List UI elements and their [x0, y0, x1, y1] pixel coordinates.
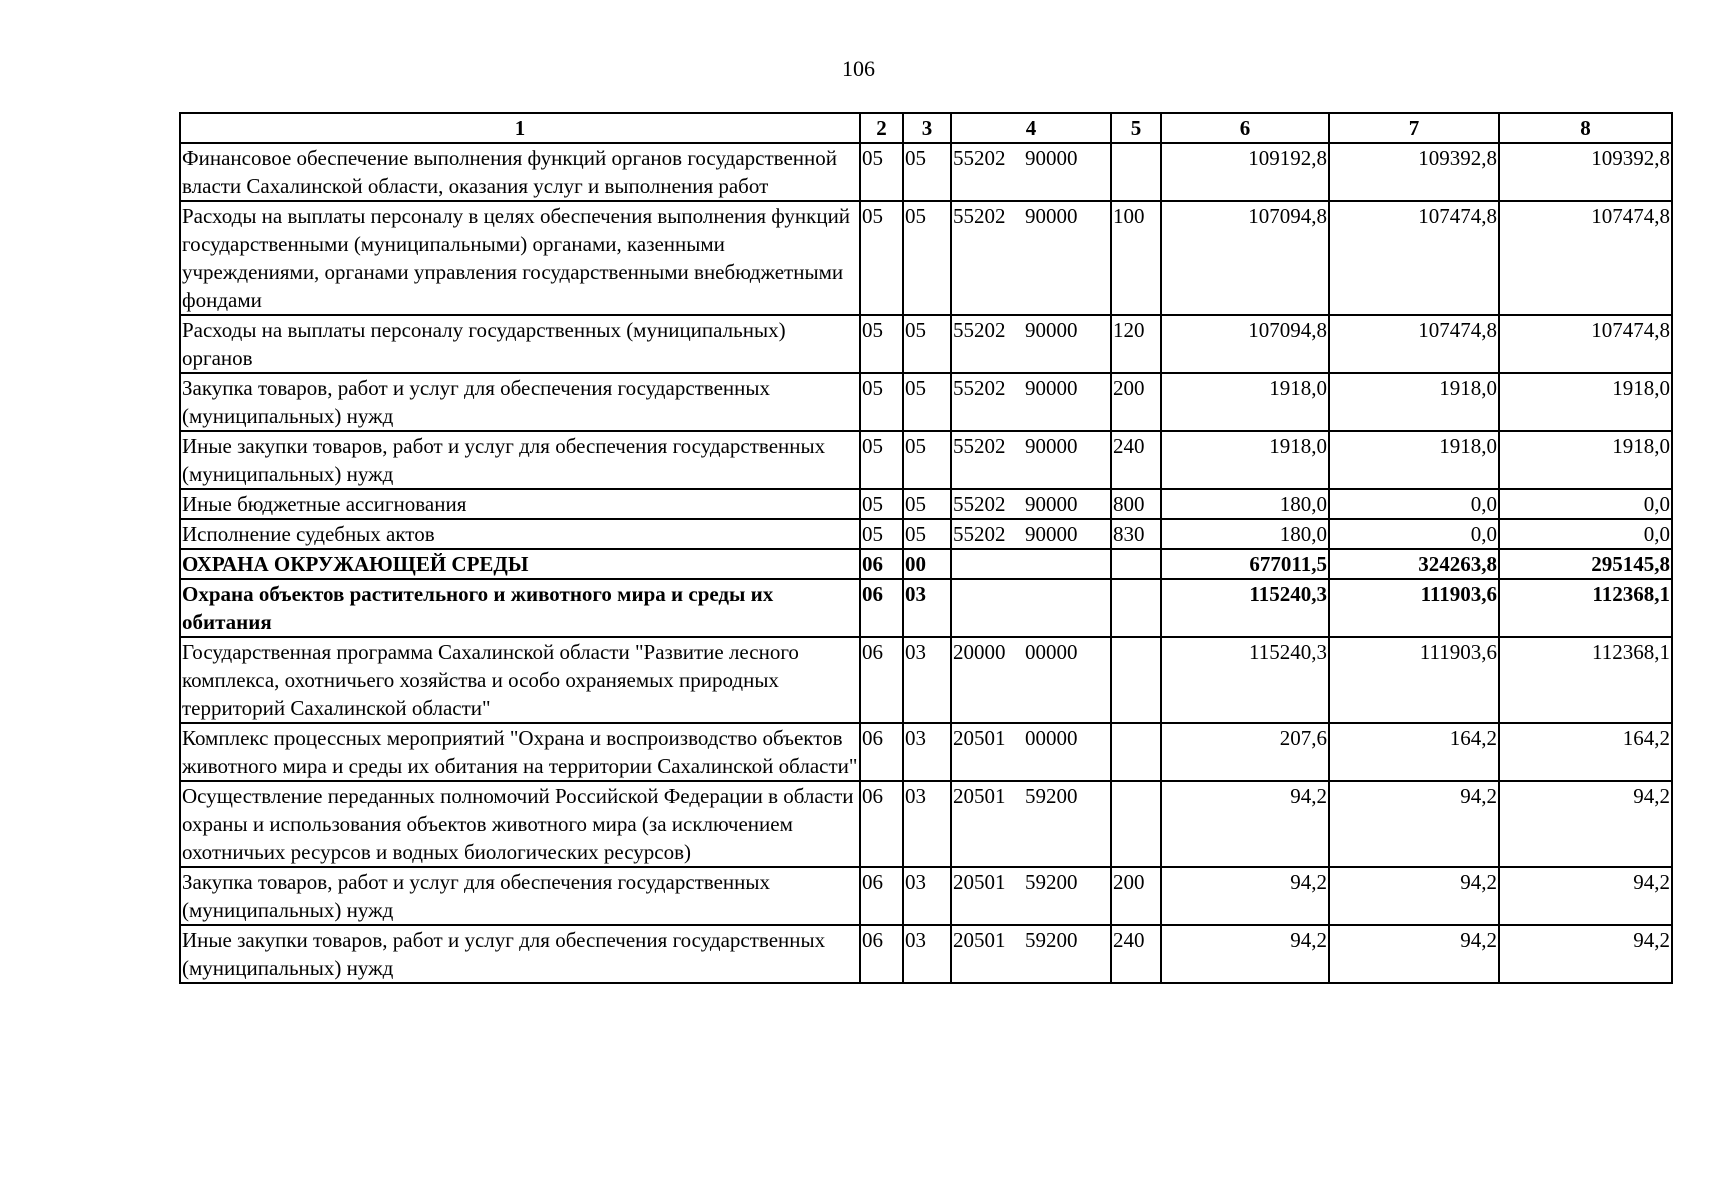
table-row — [180, 637, 1672, 723]
row-amount-col6: 1918,0 — [1161, 431, 1329, 489]
row-target-article-suffix: 90000 — [1025, 434, 1078, 458]
row-target-article-suffix: 90000 — [1025, 146, 1078, 170]
row-subsection-code: 05 — [903, 431, 951, 489]
row-amount-col6: 94,2 — [1161, 925, 1329, 983]
row-target-article-suffix: 59200 — [1025, 784, 1078, 808]
row-expense-type-code — [1111, 143, 1161, 201]
row-amount-col6: 115240,3 — [1161, 637, 1329, 723]
row-target-article-code — [951, 431, 1111, 489]
row-amount-col6: 94,2 — [1161, 781, 1329, 867]
row-subsection-code: 05 — [903, 143, 951, 201]
row-amount-col8: 107474,8 — [1499, 315, 1672, 373]
row-amount-col7: 107474,8 — [1329, 201, 1499, 315]
table-row — [180, 723, 1672, 781]
row-target-article-code — [951, 315, 1111, 373]
row-target-article-suffix: 90000 — [1025, 492, 1078, 516]
row-amount-col8: 109392,8 — [1499, 143, 1672, 201]
table-row — [180, 201, 1672, 315]
header-cell: 3 — [903, 113, 951, 143]
row-target-article-code — [951, 781, 1111, 867]
row-amount-col6: 115240,3 — [1161, 579, 1329, 637]
table-row — [180, 579, 1672, 637]
row-subsection-code: 05 — [903, 519, 951, 549]
row-expense-type-code: 200 — [1111, 867, 1161, 925]
row-expense-type-code: 830 — [1111, 519, 1161, 549]
row-name: Государственная программа Сахалинской области "Развитие лесного комплекса, охотничьего хозяйства и особо охраняемых природных территорий Сахалинской области" — [180, 637, 860, 723]
table-row — [180, 925, 1672, 983]
header-cell: 1 — [180, 113, 860, 143]
row-amount-col6: 1918,0 — [1161, 373, 1329, 431]
row-name: Охрана объектов растительного и животного мира и среды их обитания — [180, 579, 860, 637]
row-target-article-code — [951, 489, 1111, 519]
row-amount-col8: 94,2 — [1499, 925, 1672, 983]
row-amount-col6: 180,0 — [1161, 489, 1329, 519]
row-amount-col7: 111903,6 — [1329, 579, 1499, 637]
table-row — [180, 781, 1672, 867]
row-amount-col7: 94,2 — [1329, 781, 1499, 867]
row-amount-col6: 180,0 — [1161, 519, 1329, 549]
row-subsection-code: 03 — [903, 637, 951, 723]
row-amount-col7: 107474,8 — [1329, 315, 1499, 373]
row-expense-type-code — [1111, 637, 1161, 723]
row-section-code: 05 — [860, 431, 903, 489]
row-target-article-code — [951, 723, 1111, 781]
row-expense-type-code — [1111, 579, 1161, 637]
row-amount-col7: 94,2 — [1329, 925, 1499, 983]
row-target-article-suffix: 00000 — [1025, 640, 1078, 664]
table-row — [180, 519, 1672, 549]
row-section-code: 06 — [860, 549, 903, 579]
row-expense-type-code: 800 — [1111, 489, 1161, 519]
row-amount-col6: 107094,8 — [1161, 315, 1329, 373]
budget-table — [179, 112, 1673, 984]
row-target-article-suffix: 90000 — [1025, 522, 1078, 546]
row-target-article-prefix: 20501 — [953, 784, 1006, 808]
table-row — [180, 373, 1672, 431]
row-amount-col8: 94,2 — [1499, 781, 1672, 867]
row-amount-col7: 1918,0 — [1329, 431, 1499, 489]
row-target-article-prefix: 55202 — [953, 204, 1006, 228]
row-amount-col7: 1918,0 — [1329, 373, 1499, 431]
row-amount-col8: 107474,8 — [1499, 201, 1672, 315]
row-section-code: 06 — [860, 579, 903, 637]
row-name: Закупка товаров, работ и услуг для обеспечения государственных (муниципальных) нужд — [180, 373, 860, 431]
row-subsection-code: 00 — [903, 549, 951, 579]
row-target-article-code — [951, 579, 1111, 637]
header-cell: 6 — [1161, 113, 1329, 143]
row-target-article-prefix: 20501 — [953, 870, 1006, 894]
row-name: Осуществление переданных полномочий Российской Федерации в области охраны и использования объектов животного мира (за исключением охотничьих ресурсов и водных биологических ресурсов) — [180, 781, 860, 867]
row-expense-type-code — [1111, 781, 1161, 867]
row-section-code: 06 — [860, 637, 903, 723]
row-target-article-prefix: 55202 — [953, 492, 1006, 516]
row-amount-col6: 109192,8 — [1161, 143, 1329, 201]
row-expense-type-code: 240 — [1111, 431, 1161, 489]
row-section-code: 06 — [860, 781, 903, 867]
table-row — [180, 143, 1672, 201]
table-body — [180, 143, 1672, 983]
header-cell: 8 — [1499, 113, 1672, 143]
row-target-article-code — [951, 549, 1111, 579]
row-amount-col7: 109392,8 — [1329, 143, 1499, 201]
row-target-article-suffix: 90000 — [1025, 318, 1078, 342]
row-section-code: 06 — [860, 723, 903, 781]
row-expense-type-code: 240 — [1111, 925, 1161, 983]
row-subsection-code: 05 — [903, 373, 951, 431]
row-name: Исполнение судебных актов — [180, 519, 860, 549]
row-expense-type-code: 200 — [1111, 373, 1161, 431]
row-subsection-code: 03 — [903, 781, 951, 867]
row-target-article-suffix: 59200 — [1025, 870, 1078, 894]
row-subsection-code: 05 — [903, 489, 951, 519]
row-amount-col7: 111903,6 — [1329, 637, 1499, 723]
row-section-code: 05 — [860, 315, 903, 373]
row-name: Финансовое обеспечение выполнения функций органов государственной власти Сахалинской области, оказания услуг и выполнения работ — [180, 143, 860, 201]
row-amount-col6: 207,6 — [1161, 723, 1329, 781]
table-row — [180, 431, 1672, 489]
row-expense-type-code: 120 — [1111, 315, 1161, 373]
row-name: Иные бюджетные ассигнования — [180, 489, 860, 519]
header-cell: 5 — [1111, 113, 1161, 143]
row-subsection-code: 03 — [903, 867, 951, 925]
row-target-article-prefix: 55202 — [953, 146, 1006, 170]
row-target-article-prefix: 20501 — [953, 726, 1006, 750]
row-amount-col6: 94,2 — [1161, 867, 1329, 925]
row-amount-col8: 1918,0 — [1499, 373, 1672, 431]
row-target-article-suffix: 90000 — [1025, 204, 1078, 228]
row-amount-col8: 112368,1 — [1499, 579, 1672, 637]
table-row — [180, 867, 1672, 925]
row-target-article-suffix: 59200 — [1025, 928, 1078, 952]
row-amount-col7: 94,2 — [1329, 867, 1499, 925]
row-section-code: 06 — [860, 925, 903, 983]
row-target-article-prefix: 55202 — [953, 434, 1006, 458]
row-name: Закупка товаров, работ и услуг для обеспечения государственных (муниципальных) нужд — [180, 867, 860, 925]
row-expense-type-code — [1111, 723, 1161, 781]
row-amount-col6: 677011,5 — [1161, 549, 1329, 579]
row-subsection-code: 05 — [903, 315, 951, 373]
page-number: 106 — [842, 56, 875, 81]
row-name: Иные закупки товаров, работ и услуг для обеспечения государственных (муниципальных) нужд — [180, 431, 860, 489]
row-target-article-code — [951, 373, 1111, 431]
row-amount-col8: 0,0 — [1499, 489, 1672, 519]
table-row — [180, 549, 1672, 579]
row-name: Расходы на выплаты персоналу государственных (муниципальных) органов — [180, 315, 860, 373]
row-subsection-code: 05 — [903, 201, 951, 315]
row-amount-col8: 1918,0 — [1499, 431, 1672, 489]
row-section-code: 06 — [860, 867, 903, 925]
row-subsection-code: 03 — [903, 723, 951, 781]
row-target-article-prefix: 20501 — [953, 928, 1006, 952]
header-cell: 4 — [951, 113, 1111, 143]
table-row — [180, 315, 1672, 373]
row-expense-type-code: 100 — [1111, 201, 1161, 315]
row-target-article-suffix: 90000 — [1025, 376, 1078, 400]
row-target-article-code — [951, 867, 1111, 925]
row-amount-col6: 107094,8 — [1161, 201, 1329, 315]
row-section-code: 05 — [860, 489, 903, 519]
row-name: Расходы на выплаты персоналу в целях обеспечения выполнения функций государственными (муниципальными) органами, казенными учреждениями, органами управления государственными внебюджетными фондами — [180, 201, 860, 315]
row-expense-type-code — [1111, 549, 1161, 579]
row-target-article-prefix: 55202 — [953, 522, 1006, 546]
row-section-code: 05 — [860, 373, 903, 431]
row-subsection-code: 03 — [903, 925, 951, 983]
row-amount-col8: 94,2 — [1499, 867, 1672, 925]
row-target-article-prefix: 55202 — [953, 376, 1006, 400]
row-amount-col7: 0,0 — [1329, 519, 1499, 549]
row-target-article-code — [951, 201, 1111, 315]
row-target-article-prefix: 20000 — [953, 640, 1006, 664]
row-target-article-code — [951, 637, 1111, 723]
row-amount-col7: 324263,8 — [1329, 549, 1499, 579]
row-amount-col7: 0,0 — [1329, 489, 1499, 519]
header-cell: 2 — [860, 113, 903, 143]
table-header-row — [180, 113, 1672, 143]
row-amount-col8: 112368,1 — [1499, 637, 1672, 723]
row-subsection-code: 03 — [903, 579, 951, 637]
row-amount-col7: 164,2 — [1329, 723, 1499, 781]
row-name: ОХРАНА ОКРУЖАЮЩЕЙ СРЕДЫ — [180, 549, 860, 579]
row-name: Комплекс процессных мероприятий "Охрана и воспроизводство объектов животного мира и среды их обитания на территории Сахалинской области" — [180, 723, 860, 781]
row-target-article-suffix: 00000 — [1025, 726, 1078, 750]
row-section-code: 05 — [860, 143, 903, 201]
row-target-article-code — [951, 143, 1111, 201]
row-section-code: 05 — [860, 519, 903, 549]
row-amount-col8: 164,2 — [1499, 723, 1672, 781]
header-cell: 7 — [1329, 113, 1499, 143]
row-section-code: 05 — [860, 201, 903, 315]
row-target-article-prefix: 55202 — [953, 318, 1006, 342]
row-name: Иные закупки товаров, работ и услуг для обеспечения государственных (муниципальных) нужд — [180, 925, 860, 983]
row-amount-col8: 295145,8 — [1499, 549, 1672, 579]
table-row — [180, 489, 1672, 519]
row-target-article-code — [951, 519, 1111, 549]
row-amount-col8: 0,0 — [1499, 519, 1672, 549]
row-target-article-code — [951, 925, 1111, 983]
